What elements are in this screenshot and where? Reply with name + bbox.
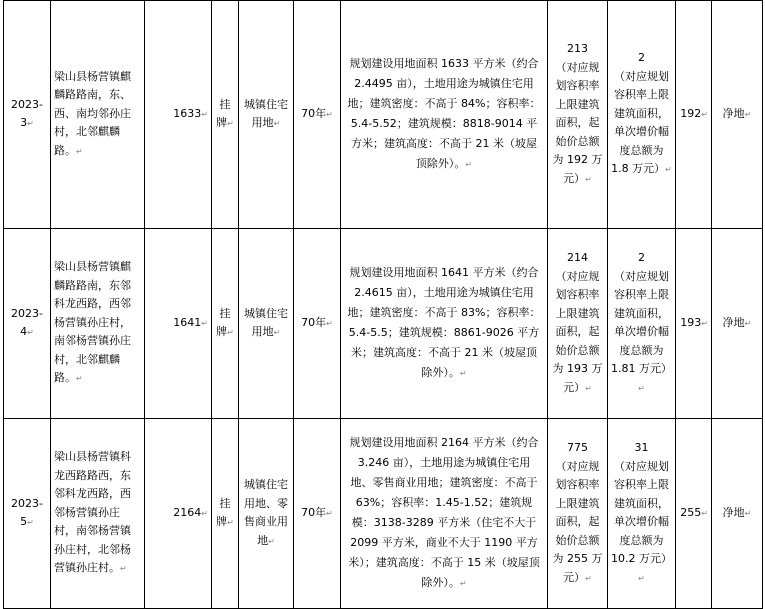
status-cell: 净地↵: [712, 1, 763, 229]
method-cell: 挂牌↵: [212, 229, 239, 419]
start-price-cell: 255↵: [676, 419, 712, 609]
start-price-cell: 192↵: [676, 1, 712, 229]
term-cell: 70年↵: [294, 1, 341, 229]
table-row: [4, 419, 763, 609]
parcel-id-cell: 2023-3↵: [4, 1, 51, 229]
method-cell: 挂牌↵: [212, 419, 239, 609]
area-cell: 1641↵: [145, 229, 212, 419]
table-row: [4, 229, 763, 419]
location-cell: 梁山县杨营镇麒麟路路南，东邻科龙西路，西邻杨营镇孙庄村，南邻杨营镇孙庄村，北邻麒麟路。↵: [51, 229, 145, 419]
method-cell: 挂牌↵: [212, 1, 239, 229]
deposit-cell: 213 （对应规划容积率上限建筑面积，起始价总额为 192 万元）↵: [548, 1, 608, 229]
planning-conditions-cell: 规划建设用地面积 2164 平方米（约合 3.246 亩），土地用途为城镇住宅用地、零售商业用地；建筑密度：不高于 63%；容积率：1.45-1.52；建筑规模：3138-3289 平方米（住宅不大于 2099 平方米，商业不大于 1190 平方米）；建筑高度：不高于 15 米（坡屋顶除外）。↵: [341, 419, 548, 609]
location-cell: 梁山县杨营镇科龙西路路西，东邻科龙西路，西邻杨营镇孙庄村，南邻杨营镇孙庄村，北邻杨营镇孙庄村。↵: [51, 419, 145, 609]
deposit-cell: 214 （对应规划容积率上限建筑面积，起始价总额为 193 万元）↵: [548, 229, 608, 419]
status-cell: 净地↵: [712, 229, 763, 419]
status-cell: 净地↵: [712, 419, 763, 609]
land-use-cell: 城镇住宅用地↵: [239, 229, 294, 419]
parcel-id-cell: 2023-4↵: [4, 229, 51, 419]
planning-conditions-cell: 规划建设用地面积 1633 平方米（约合 2.4495 亩），土地用途为城镇住宅用地；建筑密度：不高于 84%；容积率：5.4-5.52；建筑规模：8818-9014 平方米；建筑高度：不高于 21 米（坡屋顶除外）。↵: [341, 1, 548, 229]
land-use-cell: 城镇住宅用地、零售商业用地↵: [239, 419, 294, 609]
increment-cell: 2 （对应规划容积率上限建筑面积，单次增价幅度总额为 1.8 万元）↵: [608, 1, 676, 229]
start-price-cell: 193↵: [676, 229, 712, 419]
deposit-cell: 775 （对应规划容积率上限建筑面积，起始价总额为 255 万元）↵: [548, 419, 608, 609]
land-parcel-table: [3, 0, 763, 609]
parcel-id-cell: 2023-5↵: [4, 419, 51, 609]
area-cell: 2164↵: [145, 419, 212, 609]
land-use-cell: 城镇住宅用地↵: [239, 1, 294, 229]
location-cell: 梁山县杨营镇麒麟路路南，东、西、南均邻孙庄村，北邻麒麟路。↵: [51, 1, 145, 229]
term-cell: 70年↵: [294, 419, 341, 609]
increment-cell: 2 （对应规划容积率上限建筑面积，单次增价幅度总额为 1.81 万元）↵: [608, 229, 676, 419]
area-cell: 1633↵: [145, 1, 212, 229]
table-row: [4, 1, 763, 229]
planning-conditions-cell: 规划建设用地面积 1641 平方米（约合 2.4615 亩），土地用途为城镇住宅用地；建筑密度：不高于 83%；容积率：5.4-5.5；建筑规模：8861-9026 平方米；建筑高度：不高于 21 米（坡屋顶除外）。↵: [341, 229, 548, 419]
increment-cell: 31 （对应规划容积率上限建筑面积，单次增价幅度总额为 10.2 万元）↵: [608, 419, 676, 609]
term-cell: 70年↵: [294, 229, 341, 419]
